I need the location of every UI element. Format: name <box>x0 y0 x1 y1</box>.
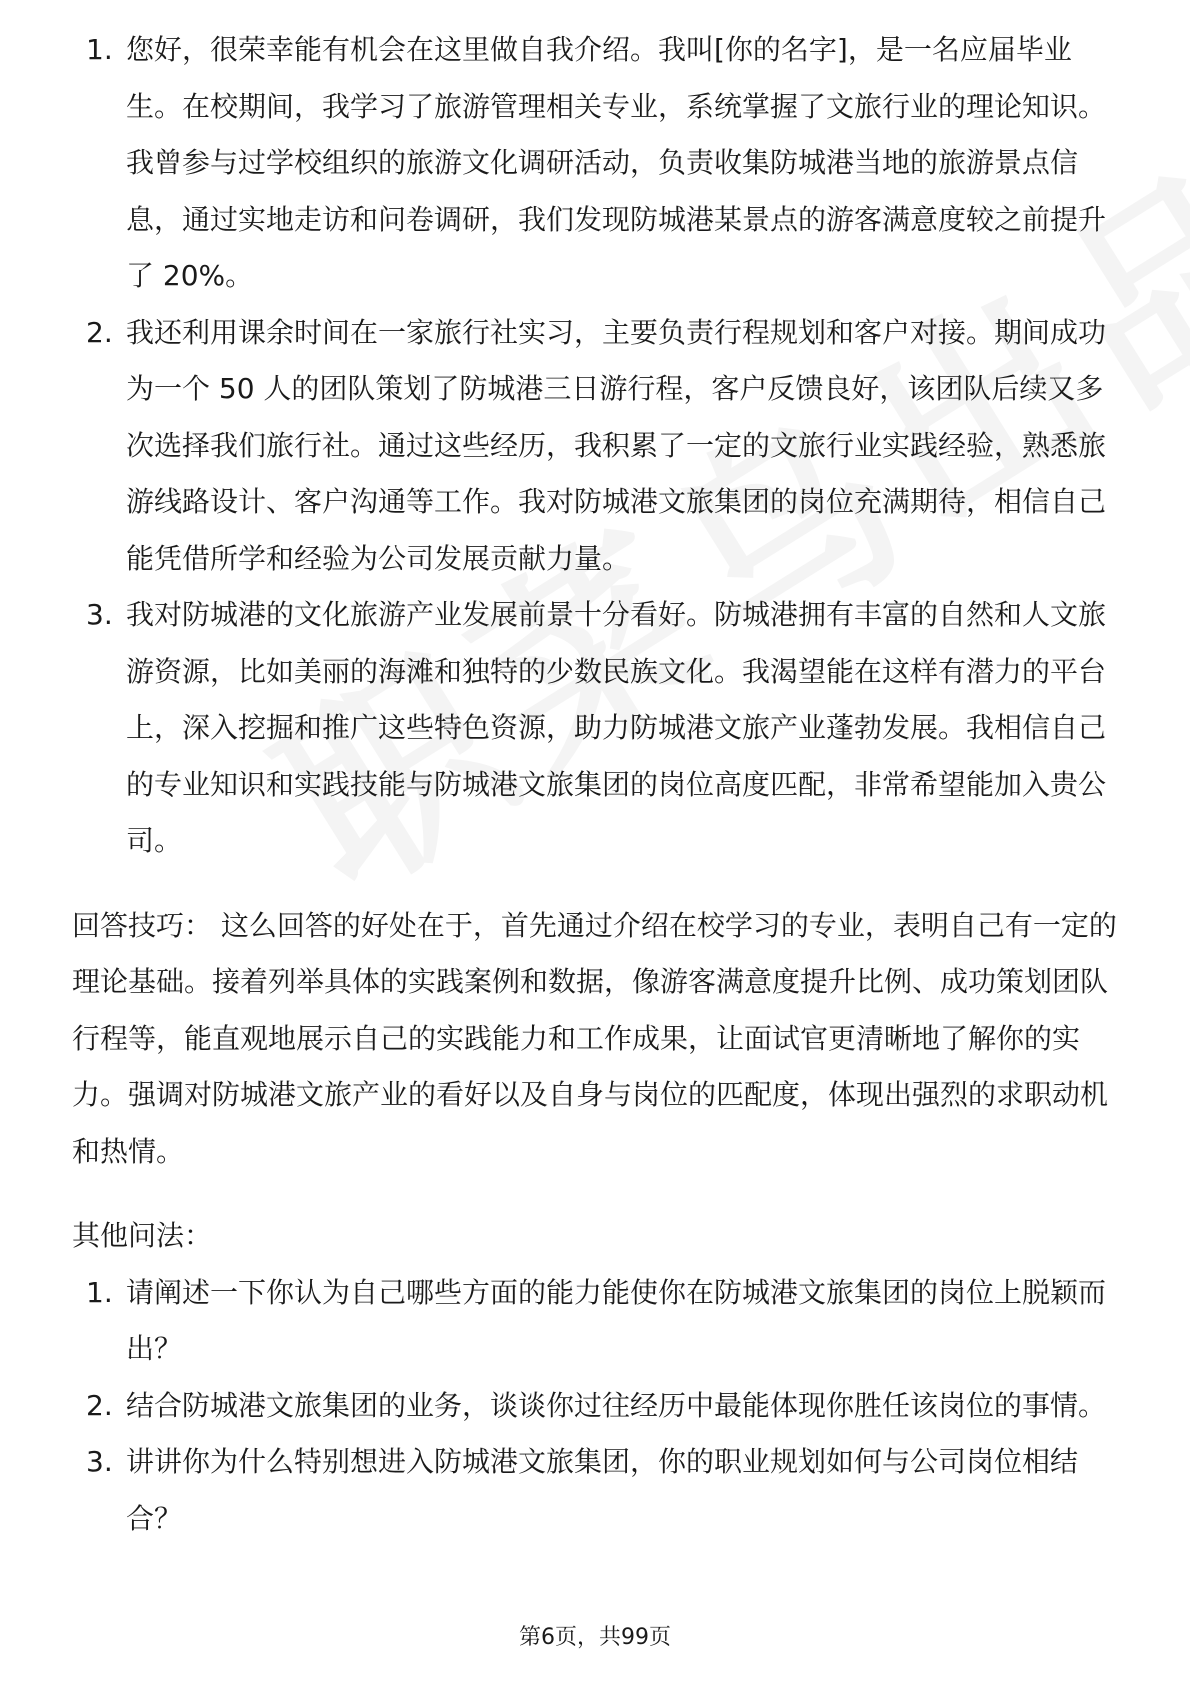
question-text: 请阐述一下你认为自己哪些方面的能力能使你在防城港文旅集团的岗位上脱颖而出？ <box>126 1275 1107 1365</box>
other-questions-list <box>72 1265 1122 1548</box>
answer-item-1 <box>72 22 1122 305</box>
list-number: 3. <box>86 1445 113 1478</box>
other-question-2 <box>72 1378 1122 1435</box>
other-question-3 <box>72 1434 1122 1547</box>
answer-text: 我还利用课余时间在一家旅行社实习，主要负责行程规划和客户对接。期间成功为一个 50 人的团队策划了防城港三日游行程，客户反馈良好，该团队后续又多次选择我们旅行社。通过这些经历，我积累了一定的文旅行业实践经验，熟悉旅游线路设计、客户沟通等工作。我对防城港文旅集团的岗位充满期待，相信自己能凭借所学和经验为公司发展贡献力量。 <box>126 315 1107 575</box>
list-number: 2. <box>86 1388 113 1422</box>
list-number: 2. <box>86 315 113 349</box>
other-questions-title: 其他问法： <box>72 1219 213 1252</box>
list-number: 3. <box>86 598 113 631</box>
page-footer: 第6页，共99页 <box>519 1625 671 1650</box>
other-question-1 <box>72 1265 1122 1378</box>
document-content <box>72 22 1122 1547</box>
question-text: 结合防城港文旅集团的业务，谈谈你过往经历中最能体现你胜任该岗位的事情。 <box>126 1388 1107 1422</box>
question-text: 讲讲你为什么特别想进入防城港文旅集团，你的职业规划如何与公司岗位相结合？ <box>126 1445 1079 1535</box>
list-number: 1. <box>86 1275 113 1309</box>
tips-text: 这么回答的好处在于，首先通过介绍在校学习的专业，表明自己有一定的理论基础。接着列举具体的实践案例和数据，像游客满意度提升比例、成功策划团队行程等，能直观地展示自己的实践能力和工作成果，让面试官更清晰地了解你的实力。强调对防城港文旅产业的看好以及自身与岗位的匹配度，体现出强烈的求职动机和热情。 <box>72 908 1117 1168</box>
answer-list <box>72 22 1122 870</box>
page-top-edge <box>0 0 1190 22</box>
tips-label: 回答技巧： <box>72 908 213 942</box>
answer-text: 您好，很荣幸能有机会在这里做自我介绍。我叫[你的名字]，是一名应届毕业生。在校期间，我学习了旅游管理相关专业，系统掌握了文旅行业的理论知识。我曾参与过学校组织的旅游文化调研活动，负责收集防城港当地的旅游景点信息，通过实地走访和问卷调研，我们发现防城港某景点的游客满意度较之前提升了 20%。 <box>126 33 1107 292</box>
answer-item-3 <box>72 587 1122 870</box>
answer-tips <box>72 898 1122 1181</box>
answer-text: 我对防城港的文化旅游产业发展前景十分看好。防城港拥有丰富的自然和人文旅游资源，比如美丽的海滩和独特的少数民族文化。我渴望能在这样有潜力的平台上，深入挖掘和推广这些特色资源，助力防城港文旅产业蓬勃发展。我相信自己的专业知识和实践技能与防城港文旅集团的岗位高度匹配，非常希望能加入贵公司。 <box>126 598 1107 857</box>
list-number: 1. <box>86 33 113 66</box>
answer-item-2 <box>72 305 1122 588</box>
